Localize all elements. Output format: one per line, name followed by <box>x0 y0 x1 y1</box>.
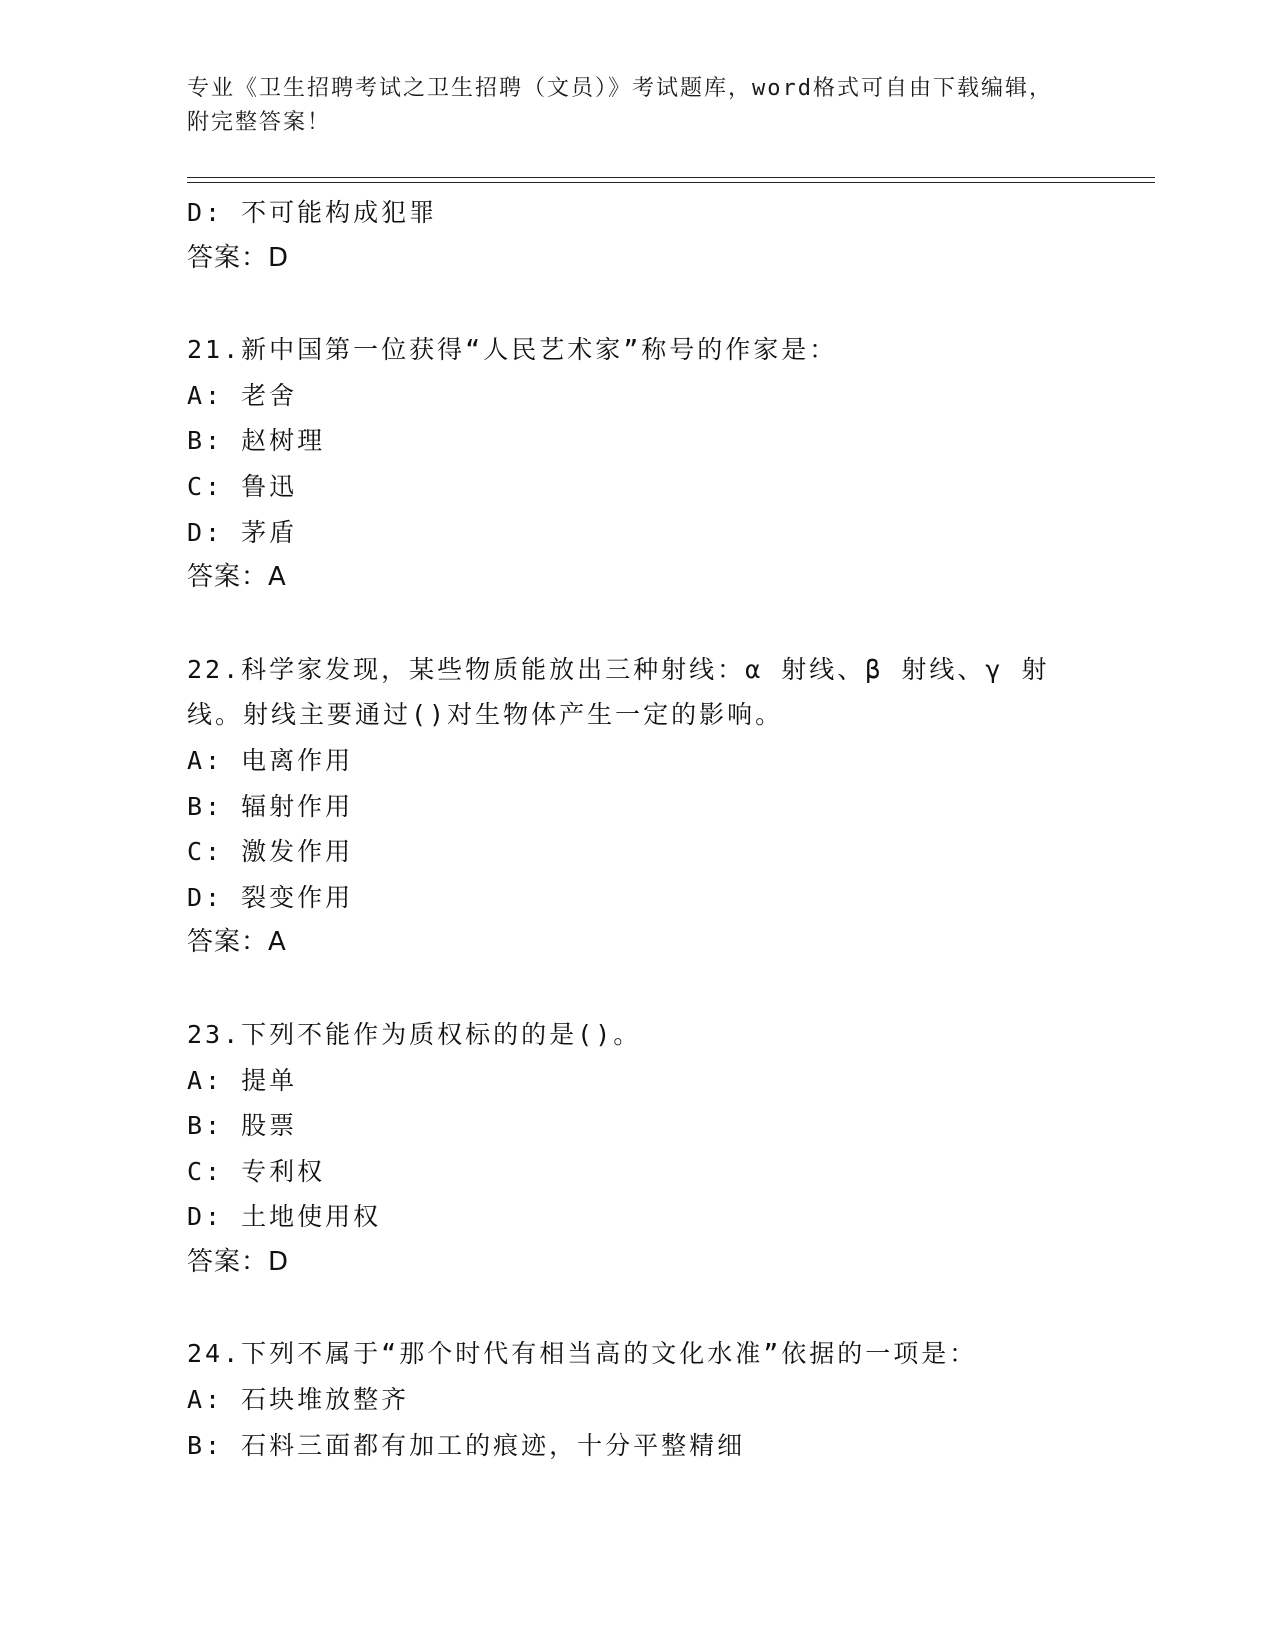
option-d: D: 裂变作用 <box>187 882 354 912</box>
option-d: D: 土地使用权 <box>187 1202 382 1232</box>
option-a: A: 提单 <box>187 1065 298 1095</box>
option-c: C: 鲁迅 <box>187 471 298 501</box>
option-c: C: 专利权 <box>187 1156 326 1186</box>
document-header: 专业《卫生招聘考试之卫生招聘（文员）》考试题库，word格式可自由下载编辑，附完整答案！ <box>187 76 1053 135</box>
spacer <box>187 601 1087 647</box>
spacer <box>187 966 1087 1012</box>
option-a: A: 老舍 <box>187 380 298 410</box>
question-title: 22.科学家发现，某些物质能放出三种射线：α 射线、β 射线、γ 射线。射线主要通过()对生物体产生一定的影响。 <box>187 654 1050 730</box>
header-divider-bottom <box>187 182 1155 183</box>
spacer <box>187 1285 1087 1331</box>
spacer <box>187 281 1087 327</box>
question-title: 24.下列不属于“那个时代有相当高的文化水准”依据的一项是： <box>187 1339 978 1369</box>
question-24 <box>187 1331 1087 1468</box>
question-23 <box>187 1012 1087 1286</box>
question-22 <box>187 647 1087 966</box>
question-title: 21.新中国第一位获得“人民艺术家”称号的作家是： <box>187 335 838 365</box>
question-21 <box>187 327 1087 601</box>
option-a: A: 石块堆放整齐 <box>187 1385 410 1415</box>
option-b: B: 赵树理 <box>187 426 326 456</box>
question-20-tail <box>187 190 1087 281</box>
option-b: B: 股票 <box>187 1111 298 1141</box>
option-a: A: 电离作用 <box>187 745 354 775</box>
question-title: 23.下列不能作为质权标的的是()。 <box>187 1019 642 1049</box>
option-d: D: 茅盾 <box>187 517 298 547</box>
question-list <box>187 190 1087 1468</box>
option-d: D: 不可能构成犯罪 <box>187 198 438 227</box>
option-b: B: 辐射作用 <box>187 791 354 821</box>
answer-line: 答案：A <box>187 562 287 593</box>
header-divider-top <box>187 177 1155 178</box>
option-c: C: 激发作用 <box>187 837 354 867</box>
answer-line: 答案：D <box>187 242 290 273</box>
answer-line: 答案：A <box>187 927 287 958</box>
option-b: B: 石料三面都有加工的痕迹，十分平整精细 <box>187 1430 746 1460</box>
answer-line: 答案：D <box>187 1246 290 1277</box>
